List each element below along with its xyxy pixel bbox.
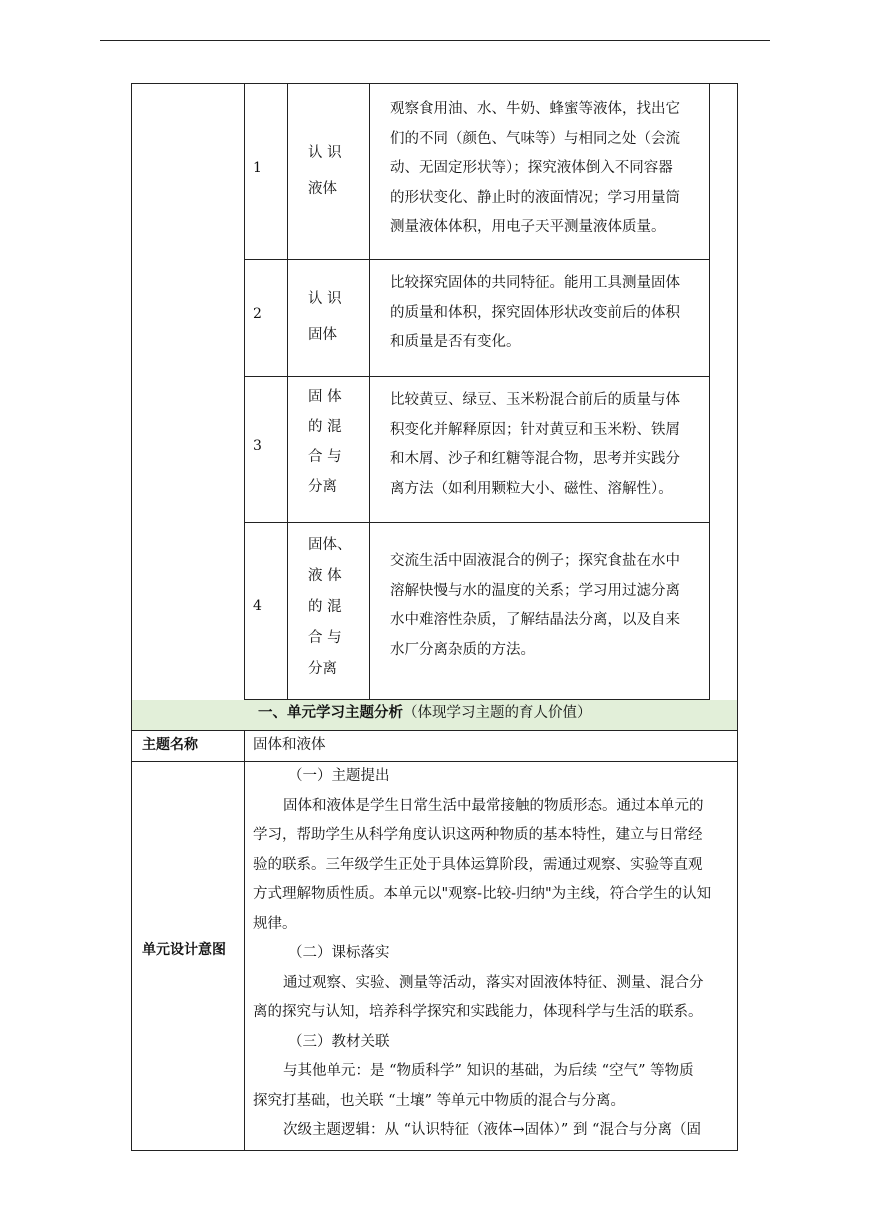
theme-value: 固体和液体 [253, 737, 326, 753]
section-header: 一、单元学习主题分析（体现学习主题的育人价值） [258, 705, 592, 721]
activity-number: 2 [253, 306, 262, 322]
activity-name: 固 体 的 混 合 与 分离 [308, 389, 342, 495]
activity-name: 认 识 固体 [308, 291, 342, 343]
activity-name: 固体、 液 体 的 混 合 与 分离 [308, 537, 352, 677]
activity-content: 比较黄豆、绿豆、玉米粉混合前后的质量与体 积变化并解释原因；针对黄豆和玉米粉、铁屑 和木屑、沙子和红糖等混合物，思考并实践分 离方法（如利用颗粒大小、磁性、溶解性）。 [390, 392, 680, 497]
activity-number: 1 [253, 160, 262, 176]
intent-content: （一）主题提出 固体和液体是学生日常生活中最常接触的物质形态。通过本单元的 学习，帮助学生从科学角度认识这两种物质的基本特性，建立与日常经 验的联系。三年级学生正处于具体运算阶段，需通过观察、实验等直观 方式理解物质性质。本单元以"观察-比较-归纳"为主线，符合学生的认知 规律。 （二）课标落实 通过观察、实验、测量等活动，落实对固液体特征、测量、混合分 离的探究与认知，培养科学探究和实践能力，体现科学与生活的联系。 （三）教材关联 与其他单元：是 “物质科学” 知识的基础，为后续 “空气” 等物质 探究打基础，也关联 “土壤” 等单元中物质的混合与分离。 次级主题逻辑：从 “认识特征（液体→固体）” 到 “混合与分离（固 [253, 768, 712, 1138]
activity-content: 比较探究固体的共同特征。能用工具测量固体 的质量和体积，探究固体形状改变前后的体积 和质量是否有变化。 [390, 275, 680, 350]
intent-label: 单元设计意图 [142, 942, 226, 958]
activity-content: 交流生活中固液混合的例子；探究食盐在水中 溶解快慢与水的温度的关系；学习用过滤分离 水中难溶性杂质，了解结晶法分离，以及自来 水厂分离杂质的方法。 [390, 553, 680, 658]
activity-content: 观察食用油、水、牛奶、蜂蜜等液体，找出它 们的不同（颜色、气味等）与相同之处（会流 动、无固定形状等）；探究液体倒入不同容器 的形状变化、静止时的液面情况；学习用量筒 测量液体体积，用电子天平测量液体质量。 [390, 101, 680, 235]
page-header-rule [100, 40, 770, 41]
activity-name: 认 识 液体 [308, 145, 342, 197]
activity-number: 3 [253, 438, 262, 454]
theme-label: 主题名称 [142, 737, 198, 753]
activity-number: 4 [253, 598, 262, 614]
